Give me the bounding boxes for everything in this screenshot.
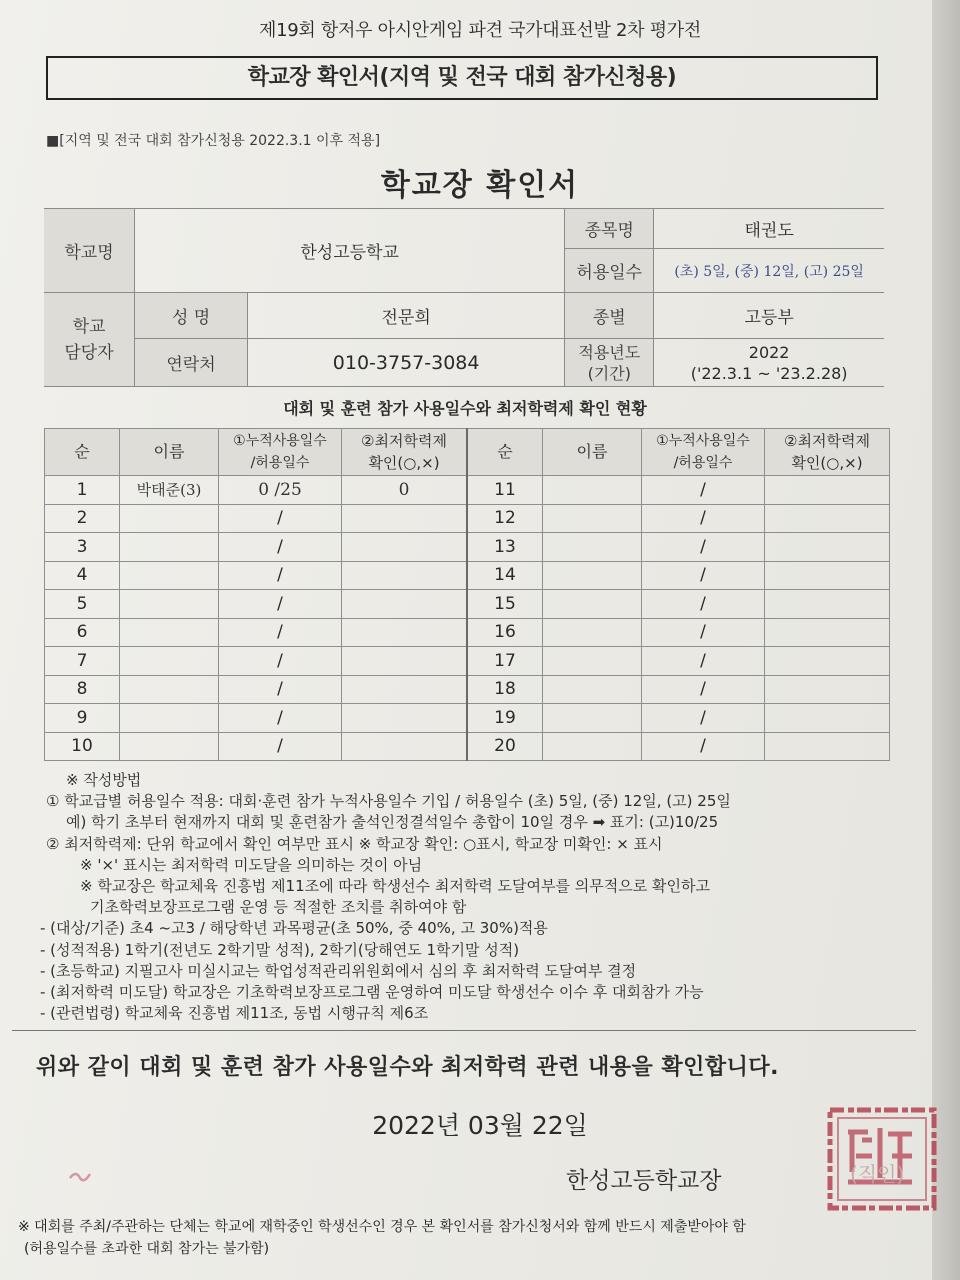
footer-line: ※ 대회를 주최/주관하는 단체는 학교에 재학중인 학생선수인 경우 본 확인서를 참가신청서와 함께 반드시 제출받아야 함	[18, 1219, 746, 1235]
status-section-title: 대회 및 훈련 참가 사용일수와 최저학력제 확인 현황	[283, 399, 647, 418]
row-name	[120, 704, 219, 733]
row-check	[765, 618, 890, 647]
col-used: ①누적사용일수 /허용일수	[219, 429, 342, 476]
form-note: ■[지역 및 전국 대회 참가신청용 2022.3.1 이후 적용]	[46, 133, 381, 149]
row-used-days: /	[219, 618, 342, 647]
table-row	[45, 504, 890, 533]
row-no: 2	[45, 504, 120, 533]
guide-line: 기초학력보장프로그램 운영 등 적절한 조치를 취하여야 함	[90, 898, 467, 917]
row-used-days: /	[642, 561, 765, 590]
row-name	[120, 618, 219, 647]
row-check	[765, 533, 890, 562]
row-name	[543, 476, 642, 505]
row-no: 12	[467, 504, 543, 533]
row-no: 20	[467, 732, 543, 761]
row-no: 4	[45, 561, 120, 590]
row-name	[120, 647, 219, 676]
row-no: 14	[467, 561, 543, 590]
row-used-days: /	[219, 504, 342, 533]
row-check	[342, 647, 468, 676]
row-name	[543, 533, 642, 562]
row-used-days: /	[219, 732, 342, 761]
red-smudge-icon	[66, 1166, 94, 1186]
guide-heading: ※ 작성방법	[66, 771, 142, 789]
row-check	[342, 704, 468, 733]
instructions	[40, 770, 900, 1024]
row-check	[342, 675, 468, 704]
row-check	[765, 561, 890, 590]
row-used-days: /	[219, 704, 342, 733]
row-name	[120, 675, 219, 704]
row-no: 17	[467, 647, 543, 676]
guide-line: ① 학교급별 허용일수 적용: 대회·훈련 참가 누적사용일수 기입 / 허용일수 (초) 5일, (중) 12일, (고) 25일	[46, 792, 731, 811]
row-no: 18	[467, 675, 543, 704]
contact-value: 010-3757-3084	[248, 339, 565, 387]
period-value: ('22.3.1 ~ '23.2.28)	[690, 363, 848, 383]
row-check	[765, 647, 890, 676]
row-no: 3	[45, 533, 120, 562]
year-value: 2022	[748, 342, 790, 362]
row-used-days: /	[642, 533, 765, 562]
row-check: 0	[342, 476, 468, 505]
table-row	[45, 590, 890, 619]
row-check	[342, 561, 468, 590]
table-row	[45, 561, 890, 590]
event-title: 제19회 항저우 아시안게임 파견 국가대표선발 2차 평가전	[259, 20, 701, 41]
row-check	[765, 476, 890, 505]
col-check: ②최저학력제 확인(○,×)	[342, 429, 468, 476]
category-value: 고등부	[654, 293, 884, 339]
row-name	[120, 561, 219, 590]
name-label: 성 명	[135, 293, 248, 339]
guide-line: ※ 학교장은 학교체육 진흥법 제11조에 따라 학생선수 최저학력 도달여부를 의무적으로 확인하고	[80, 877, 710, 896]
row-check	[342, 533, 468, 562]
row-no: 8	[45, 675, 120, 704]
row-used-days: /	[219, 647, 342, 676]
row-name	[120, 732, 219, 761]
row-name: 박태준(3)	[120, 476, 219, 505]
row-name	[120, 533, 219, 562]
row-used-days: /	[642, 732, 765, 761]
table-row	[45, 647, 890, 676]
guide-line: - (관련법령) 학교체육 진흥법 제11조, 동법 시행규칙 제6조	[40, 1004, 429, 1023]
sport-value: 태권도	[654, 209, 884, 249]
row-no: 9	[45, 704, 120, 733]
col-used: ①누적사용일수 /허용일수	[642, 429, 765, 476]
row-used-days: /	[642, 675, 765, 704]
row-used-days: /	[642, 618, 765, 647]
main-title: 학교장 확인서	[380, 168, 580, 203]
category-label: 종별	[565, 293, 654, 339]
row-used-days: /	[219, 533, 342, 562]
row-no: 6	[45, 618, 120, 647]
manager-label: 학교 담당자	[44, 293, 135, 387]
row-used-days: /	[642, 476, 765, 505]
guide-line: ※ '×' 표시는 최저학력 미도달을 의미하는 것이 아님	[80, 855, 423, 874]
allowed-value: (초) 5일, (중) 12일, (고) 25일	[674, 263, 864, 280]
row-check	[765, 704, 890, 733]
table-row	[45, 618, 890, 647]
row-no: 5	[45, 590, 120, 619]
row-check	[765, 504, 890, 533]
row-no: 7	[45, 647, 120, 676]
row-check	[342, 590, 468, 619]
guide-line: - (최저학력 미도달) 학교장은 기초학력보장프로그램 운영하여 미도달 학생선수 이수 후 대회참가 가능	[40, 983, 704, 1002]
footer-note	[18, 1216, 746, 1260]
row-used-days: /	[642, 647, 765, 676]
sport-label: 종목명	[565, 209, 654, 249]
row-no: 13	[467, 533, 543, 562]
row-no: 15	[467, 590, 543, 619]
row-check	[342, 732, 468, 761]
row-used-days: /	[219, 590, 342, 619]
row-check	[342, 504, 468, 533]
row-check	[342, 618, 468, 647]
guide-line: - (대상/기준) 초4 ~고3 / 해당학년 과목평균(초 50%, 중 40%, 고 30%)적용	[40, 919, 548, 938]
row-name	[543, 590, 642, 619]
divider	[12, 1030, 916, 1031]
col-name: 이름	[120, 429, 219, 476]
confirmation-statement: 위와 같이 대회 및 훈련 참가 사용일수와 최저학력 관련 내용을 확인합니다.	[36, 1055, 780, 1080]
footer-line: (허용일수를 초과한 대회 참가는 불가함)	[24, 1241, 270, 1257]
row-name	[543, 561, 642, 590]
table-row	[45, 533, 890, 562]
row-no: 19	[467, 704, 543, 733]
row-used-days: /	[642, 704, 765, 733]
col-no: 순	[467, 429, 543, 476]
row-no: 10	[45, 732, 120, 761]
table-row	[45, 732, 890, 761]
status-table	[44, 428, 890, 761]
row-no: 16	[467, 618, 543, 647]
row-name	[543, 704, 642, 733]
guide-line: - (초등학교) 지필고사 미실시교는 학업성적관리위원회에서 심의 후 최저학력 도달여부 결정	[40, 961, 637, 980]
row-used-days: 0 /25	[219, 476, 342, 505]
allowed-label: 허용일수	[565, 249, 654, 293]
school-value: 한성고등학교	[135, 209, 565, 293]
table-row	[45, 476, 890, 505]
row-check	[765, 732, 890, 761]
row-name	[543, 675, 642, 704]
row-used-days: /	[219, 675, 342, 704]
info-table	[44, 208, 884, 387]
contact-label: 연락처	[135, 339, 248, 387]
name-value: 전문희	[248, 293, 565, 339]
guide-line: ② 최저학력제: 단위 학교에서 확인 여부만 표시 ※ 학교장 확인: ○표시, 학교장 미확인: × 표시	[46, 834, 663, 853]
row-used-days: /	[642, 590, 765, 619]
guide-line: 예) 학기 초부터 현재까지 대회 및 훈련참가 출석인정결석일수 총합이 10일 경우 ➡ 표기: (고)10/25	[66, 813, 719, 832]
confirmation-date: 2022년 03월 22일	[372, 1111, 588, 1140]
row-name	[543, 647, 642, 676]
form-title: 학교장 확인서(지역 및 전국 대회 참가신청용)	[46, 56, 878, 100]
guide-line: - (성적적용) 1학기(전년도 2학기말 성적), 2학기(당해연도 1학기말 성적)	[40, 940, 520, 959]
school-label: 학교명	[44, 209, 135, 293]
row-no: 11	[467, 476, 543, 505]
col-name: 이름	[543, 429, 642, 476]
row-used-days: /	[642, 504, 765, 533]
row-used-days: /	[219, 561, 342, 590]
col-check: ②최저학력제 확인(○,×)	[765, 429, 890, 476]
row-name	[543, 618, 642, 647]
seal-label: (직인)	[850, 1162, 905, 1186]
row-name	[543, 504, 642, 533]
principal-name: 한성고등학교장	[566, 1168, 722, 1194]
row-check	[765, 590, 890, 619]
year-label: 적용년도 (기간)	[565, 339, 654, 387]
col-no: 순	[45, 429, 120, 476]
table-row	[45, 675, 890, 704]
row-name	[120, 590, 219, 619]
row-name	[543, 732, 642, 761]
row-check	[765, 675, 890, 704]
table-row	[45, 704, 890, 733]
row-name	[120, 504, 219, 533]
row-no: 1	[45, 476, 120, 505]
